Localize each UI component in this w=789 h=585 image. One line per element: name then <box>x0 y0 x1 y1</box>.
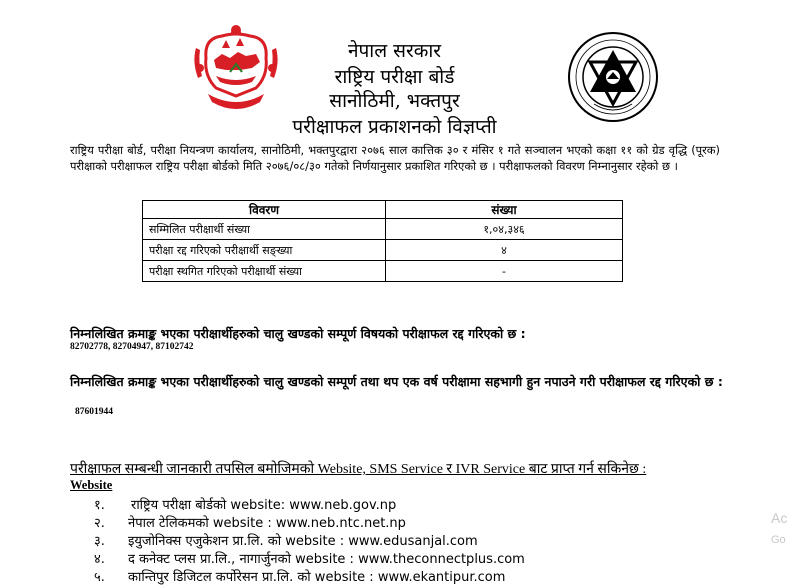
cancelled-ban-notice-heading: निम्नलिखित क्रमाङ्क भएका परीक्षार्थीहरुको चालु खण्डको सम्पूर्ण तथा थप एक वर्ष परीक्षामा सहभागी हुन नपाउने गरी परीक्षाफल रद्द गरिएको छ : <box>70 374 723 389</box>
list-item-number: ४. <box>94 552 105 567</box>
activation-watermark-line2: Go <box>771 534 786 546</box>
list-item <box>94 549 525 567</box>
cancelled-notice-heading: निम्नलिखित क्रमाङ्क भएका परीक्षार्थीहरुको चालु खण्डको सम्पूर्ण विषयको परीक्षाफल रद्द गरिएको छ : <box>70 326 526 341</box>
list-item-number: ५. <box>94 570 105 585</box>
table-header-count: संख्या <box>386 201 623 219</box>
list-item <box>94 567 505 585</box>
result-info-statement: परीक्षाफल सम्बन्धी जानकारी तपसिल बमोजिमको Website, SMS Service र IVR Service बाट प्राप्त गर्न सकिनेछ : <box>70 462 647 477</box>
header-line-location: सानोठिमी, भक्तपुर <box>329 90 460 112</box>
result-summary-table <box>142 200 623 282</box>
header-line-board: राष्ट्रिय परीक्षा बोर्ड <box>334 66 455 88</box>
table-cell-label: परीक्षा रद्द गरिएको परीक्षार्थी सङ्ख्या <box>143 240 386 261</box>
table-header-row <box>143 201 623 219</box>
table-row <box>143 219 623 240</box>
header-line-government: नेपाल सरकार <box>347 40 442 62</box>
list-item-number: १. <box>94 498 105 513</box>
table-cell-value: - <box>386 261 623 282</box>
table-header-description: विवरण <box>143 201 386 219</box>
table-cell-value: ४ <box>386 240 623 261</box>
list-item-text: इयुजोनिक्स एजुकेशन प्रा.लि. को website : www.edusanjal.com <box>128 534 478 549</box>
table-cell-label: सम्मिलित परीक्षार्थी संख्या <box>143 219 386 240</box>
list-item <box>94 495 396 513</box>
header-line-notice-title: परीक्षाफल प्रकाशनको विज्ञप्ती <box>292 116 497 138</box>
list-item-text: राष्ट्रिय परीक्षा बोर्डको website: www.neb.gov.np <box>131 498 397 513</box>
list-item <box>94 531 478 549</box>
intro-paragraph: राष्ट्रिय परीक्षा बोर्ड, परीक्षा नियन्त्रण कार्यालय, सानोठिमी, भक्तपुरद्वारा २०७६ साल कात्तिक ३० र मंसिर १ गते सञ्चालन भएको कक्षा ११ को ग्रेड वृद्धि (पूरक) परीक्षाको परीक्षाफल राष्ट्रिय परीक्षा बोर्डको मिति २०७६/०८/३० गतेको निर्णयानुसार प्रकाशित गरिएको छ । परीक्षाफलको विवरण निम्नानुसार रहेको छ । <box>70 143 720 173</box>
list-item <box>94 513 406 531</box>
table-row <box>143 240 623 261</box>
table-row <box>143 261 623 282</box>
cancelled-ban-roll-numbers: 87601944 <box>75 407 113 417</box>
website-heading: Website <box>70 478 113 492</box>
list-item-number: २. <box>94 516 105 531</box>
list-item-text: कान्तिपुर डिजिटल कर्पोरेसन प्रा.लि. को website : www.ekantipur.com <box>128 570 506 585</box>
list-item-number: ३. <box>94 534 105 549</box>
cancelled-roll-numbers: 82702778, 82704947, 87102742 <box>70 342 194 352</box>
activation-watermark-line1: Ac <box>771 510 788 526</box>
table-cell-value: १,०४,३४६ <box>386 219 623 240</box>
list-item-text: नेपाल टेलिकमको website : www.neb.ntc.net.np <box>128 516 406 531</box>
table-cell-label: परीक्षा स्थगित गरिएको परीक्षार्थी संख्या <box>143 261 386 282</box>
list-item-text: द कनेक्ट प्लस प्रा.लि., नागार्जुनको website : www.theconnectplus.com <box>128 552 525 567</box>
